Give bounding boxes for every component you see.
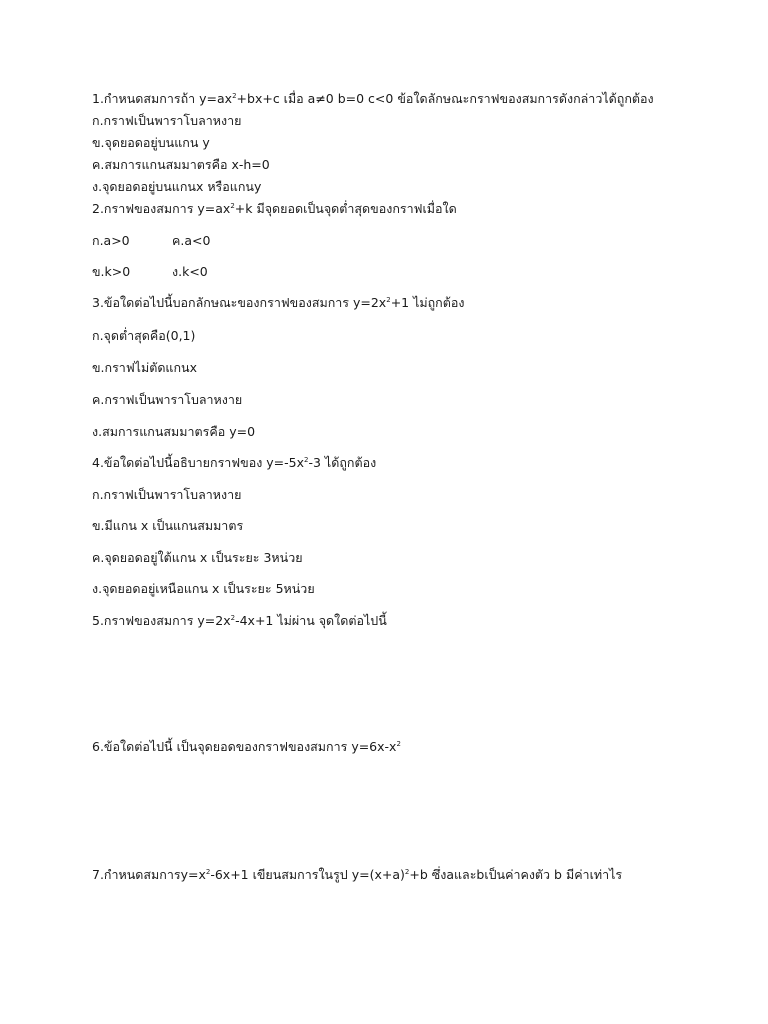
question-4-choice-b: ข.มีแกน x เป็นแกนสมมาตร	[92, 518, 244, 533]
question-1-choice-b: ข.จุดยอดอยู่บนแกน y	[92, 135, 210, 150]
question-4-choice-d: ง.จุดยอดอยู่เหนือแกน x เป็นระยะ 5หน่วย	[92, 581, 315, 596]
question-5-stem: 5.กราฟของสมการ $y=2x^2-4x+1$ ไม่ผ่าน จุดใดต่อไปนี้	[92, 613, 387, 628]
question-2-stem: 2.กราฟของสมการ $y=ax^2+k$ มีจุดยอดเป็นจุดต่ำสุดของกราฟเมื่อใด	[92, 201, 457, 216]
question-3-stem: 3.ข้อใดต่อไปนี้บอกลักษณะของกราฟของสมการ $y=2x^2+1$ ไม่ถูกต้อง	[92, 295, 465, 310]
question-1-stem: 1.กำหนดสมการถ้า $y=ax^2+bx+c$ เมื่อ a≠0 b=0 c<0 ข้อใดลักษณะกราฟของสมการดังกล่าวได้ถูกต้อง	[92, 91, 654, 106]
question-1-choice-c: ค.สมการแกนสมมาตรคือ x-h=0	[92, 157, 270, 172]
question-2-choice-a: ก.a>0	[92, 233, 130, 248]
question-2-choice-c: ค.a<0	[172, 233, 211, 248]
question-3-choice-d: ง.สมการแกนสมมาตรคือ y=0	[92, 424, 256, 439]
question-1-choice-a: ก.กราฟเป็นพาราโบลาหงาย	[92, 113, 242, 128]
question-4-choice-a: ก.กราฟเป็นพาราโบลาหงาย	[92, 487, 242, 502]
question-3-choice-b: ข.กราฟไม่ตัดแกนx	[92, 360, 197, 375]
question-3-choice-c: ค.กราฟเป็นพาราโบลาหงาย	[92, 392, 243, 407]
question-4-choice-c: ค.จุดยอดอยู่ใต้แกน x เป็นระยะ 3หน่วย	[92, 550, 303, 565]
question-7-stem: 7.กำหนดสมการ$y=x^2-6x+1$ เขียนสมการในรูป $y=(x+a)^2+b$ ซึ่งaและbเป็นค่าคงตัว b มีค่าเท่าไร	[92, 867, 623, 882]
question-3-choice-a: ก.จุดต่ำสุดคือ(0,1)	[92, 328, 196, 343]
question-1-choice-d: ง.จุดยอดอยู่บนแกนx หรือแกนy	[92, 179, 262, 194]
question-6-stem: 6.ข้อใดต่อไปนี้ เป็นจุดยอดของกราฟของสมการ $y=6x-x^2$	[92, 739, 401, 754]
question-4-stem: 4.ข้อใดต่อไปนี้อธิบายกราฟของ $y=-5x^2-3$ ได้ถูกต้อง	[92, 455, 377, 470]
question-2-choice-b: ข.k>0	[92, 264, 131, 279]
question-2-choice-d: ง.k<0	[172, 264, 208, 279]
